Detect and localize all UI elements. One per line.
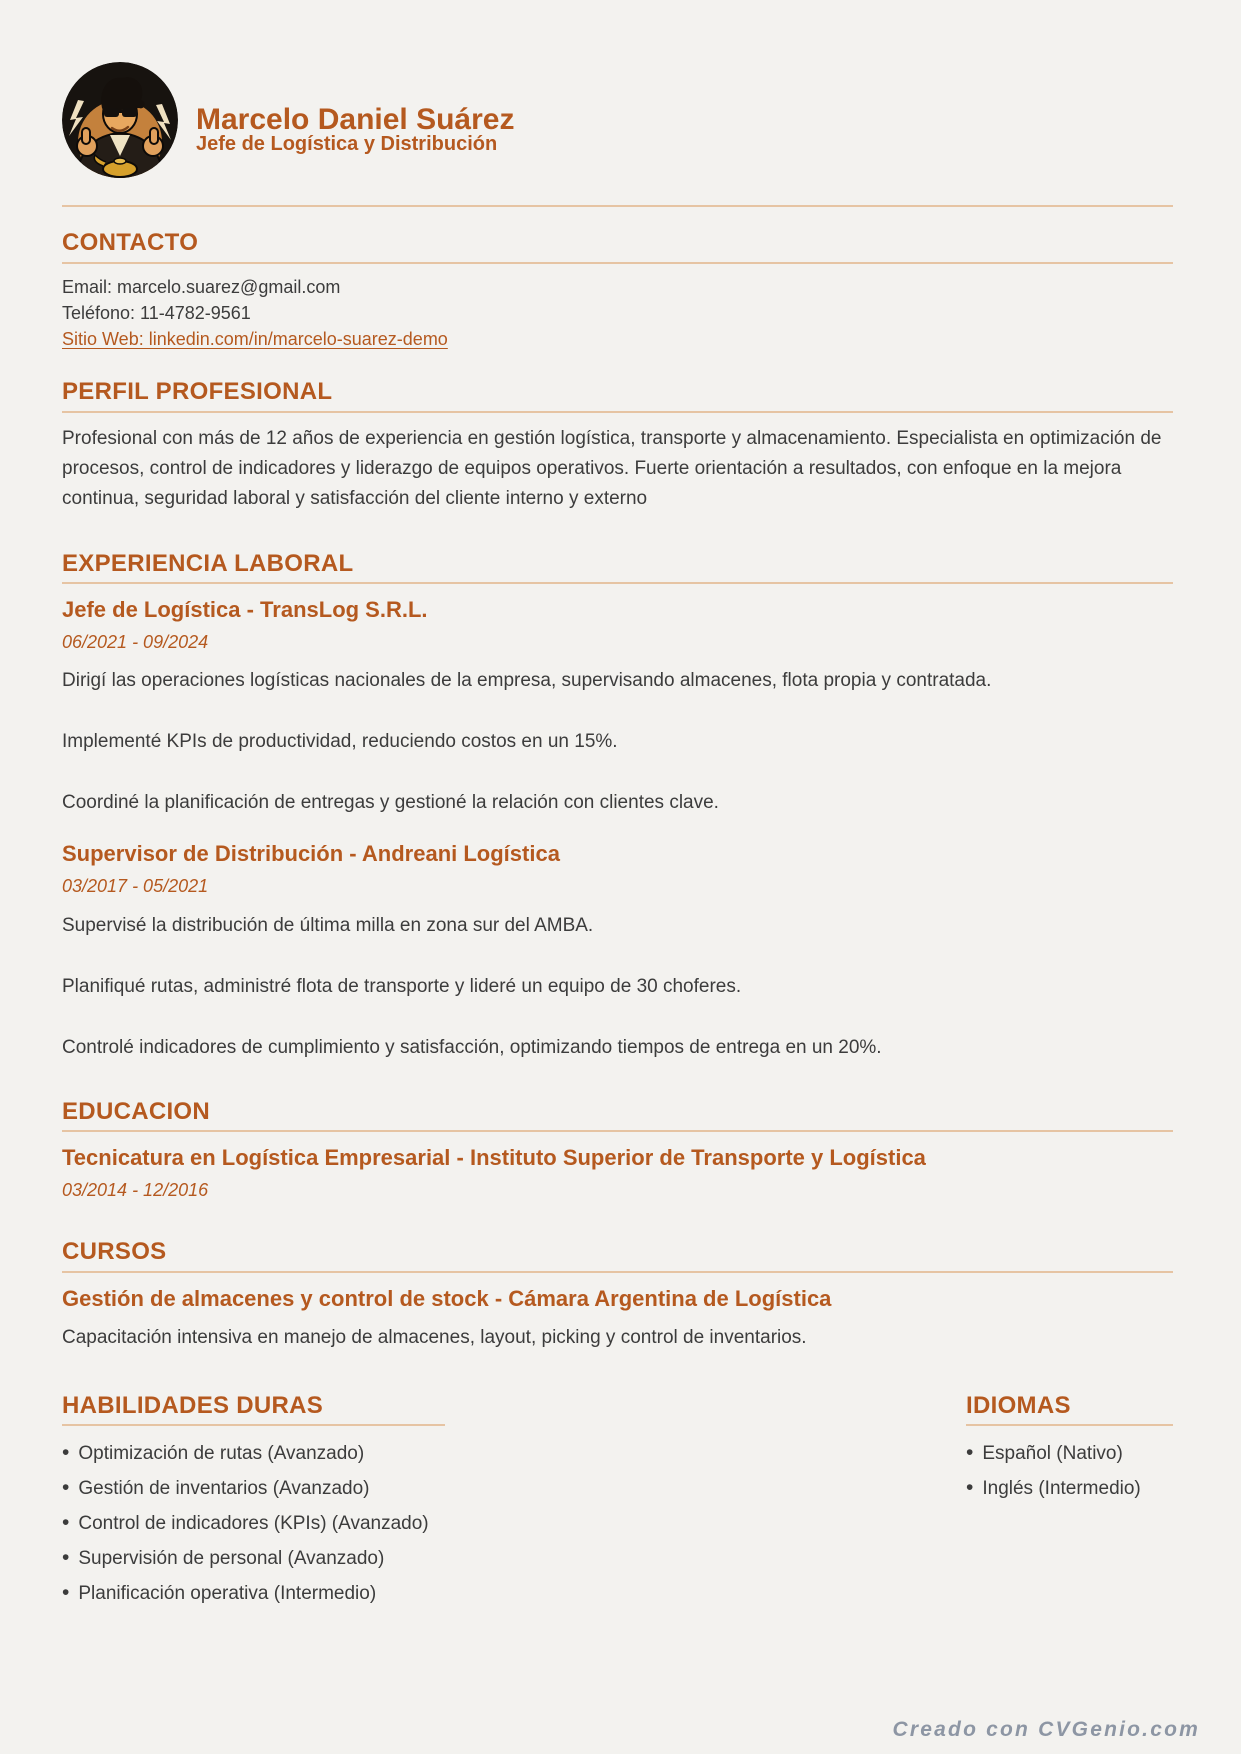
header-divider — [62, 205, 1173, 207]
job-title: Supervisor de Distribución - Andreani Logística — [62, 841, 560, 867]
contact-website-link[interactable]: Sitio Web: linkedin.com/in/marcelo-suarez-demo — [62, 328, 448, 349]
avatar-thumb-left — [82, 128, 90, 144]
header — [62, 62, 1173, 178]
section-skills-languages — [62, 1392, 1173, 1612]
job-dates: 06/2021 - 09/2024 — [62, 631, 209, 652]
profile-text: Profesional con más de 12 años de experiencia en gestión logística, transporte y almacenamiento. Especialista en optimización de procesos, control de indicadores y liderazgo de equipos operativos. Fuerte orientación a resultados, con enfoque en la mejora continua, seguridad laboral y satisfacción del cliente interno y externo — [62, 427, 1162, 509]
language-item: • Español (Nativo) — [966, 1436, 1173, 1471]
section-contact — [62, 229, 1173, 352]
language-item: • Inglés (Intermedio) — [966, 1471, 1173, 1506]
avatar — [62, 62, 178, 178]
watermark-credit: Creado con CVGenio.com — [892, 1718, 1200, 1741]
course-title: Gestión de almacenes y control de stock - Cámara Argentina de Logística — [62, 1286, 832, 1312]
languages-heading: IDIOMAS — [966, 1392, 1173, 1427]
contact-lines — [62, 274, 1173, 352]
header-text — [196, 104, 514, 154]
contact-phone: Teléfono: 11-4782-9561 — [62, 302, 251, 323]
job-paragraph: Controlé indicadores de cumplimiento y satisfacción, optimizando tiempos de entrega en un 20%. — [62, 1036, 882, 1058]
languages-column — [966, 1392, 1173, 1612]
genie-lamp-lid — [114, 158, 126, 164]
job-entry — [62, 841, 1173, 1061]
languages-list — [966, 1436, 1173, 1506]
education-entry — [62, 1145, 1173, 1200]
job-paragraph: Coordiné la planificación de entregas y gestioné la relación con clientes clave. — [62, 792, 719, 814]
contact-heading: CONTACTO — [62, 229, 1173, 264]
course-entry — [62, 1286, 1173, 1351]
course-description: Capacitación intensiva en manejo de almacenes, layout, picking y control de inventarios. — [62, 1326, 807, 1348]
job-title: Jefe de Logística - TransLog S.R.L. — [62, 597, 428, 623]
education-heading: EDUCACION — [62, 1098, 1173, 1133]
experience-heading: EXPERIENCIA LABORAL — [62, 550, 1173, 585]
section-courses — [62, 1238, 1173, 1351]
education-title: Tecnicatura en Logística Empresarial - Instituto Superior de Transporte y Logística — [62, 1145, 926, 1171]
contact-email: Email: marcelo.suarez@gmail.com — [62, 276, 341, 297]
job-entry — [62, 597, 1173, 817]
skill-item: • Planificación operativa (Intermedio) — [62, 1576, 445, 1611]
skill-item: • Gestión de inventarios (Avanzado) — [62, 1471, 445, 1506]
job-paragraph: Planifiqué rutas, administré flota de transporte y lideré un equipo de 30 choferes. — [62, 975, 742, 997]
section-profile — [62, 378, 1173, 514]
hard-skills-heading: HABILIDADES DURAS — [62, 1392, 445, 1427]
job-title-subtitle: Jefe de Logística y Distribución — [196, 132, 498, 155]
skill-item: • Control de indicadores (KPIs) (Avanzado) — [62, 1506, 445, 1541]
job-dates: 03/2017 - 05/2021 — [62, 875, 209, 896]
job-paragraph: Implementé KPIs de productividad, reduciendo costos en un 15%. — [62, 731, 618, 753]
sunglasses-bridge — [117, 110, 125, 113]
job-paragraph: Dirigí las operaciones logísticas nacionales de la empresa, supervisando almacenes, flota propia y contratada. — [62, 670, 992, 692]
hard-skills-list — [62, 1436, 445, 1611]
profile-heading: PERFIL PROFESIONAL — [62, 378, 1173, 413]
job-paragraph: Supervisé la distribución de última milla en zona sur del AMBA. — [62, 914, 594, 936]
page-title: Marcelo Daniel Suárez — [196, 103, 515, 136]
section-experience — [62, 550, 1173, 1062]
sunglasses-icon — [104, 108, 119, 117]
section-education — [62, 1098, 1173, 1201]
education-dates: 03/2014 - 12/2016 — [62, 1179, 209, 1200]
avatar-illustration — [62, 62, 178, 178]
skill-item: • Optimización de rutas (Avanzado) — [62, 1436, 445, 1471]
skill-item: • Supervisión de personal (Avanzado) — [62, 1541, 445, 1576]
hard-skills-column — [62, 1392, 445, 1612]
avatar-thumb-right — [150, 128, 158, 144]
courses-heading: CURSOS — [62, 1238, 1173, 1273]
